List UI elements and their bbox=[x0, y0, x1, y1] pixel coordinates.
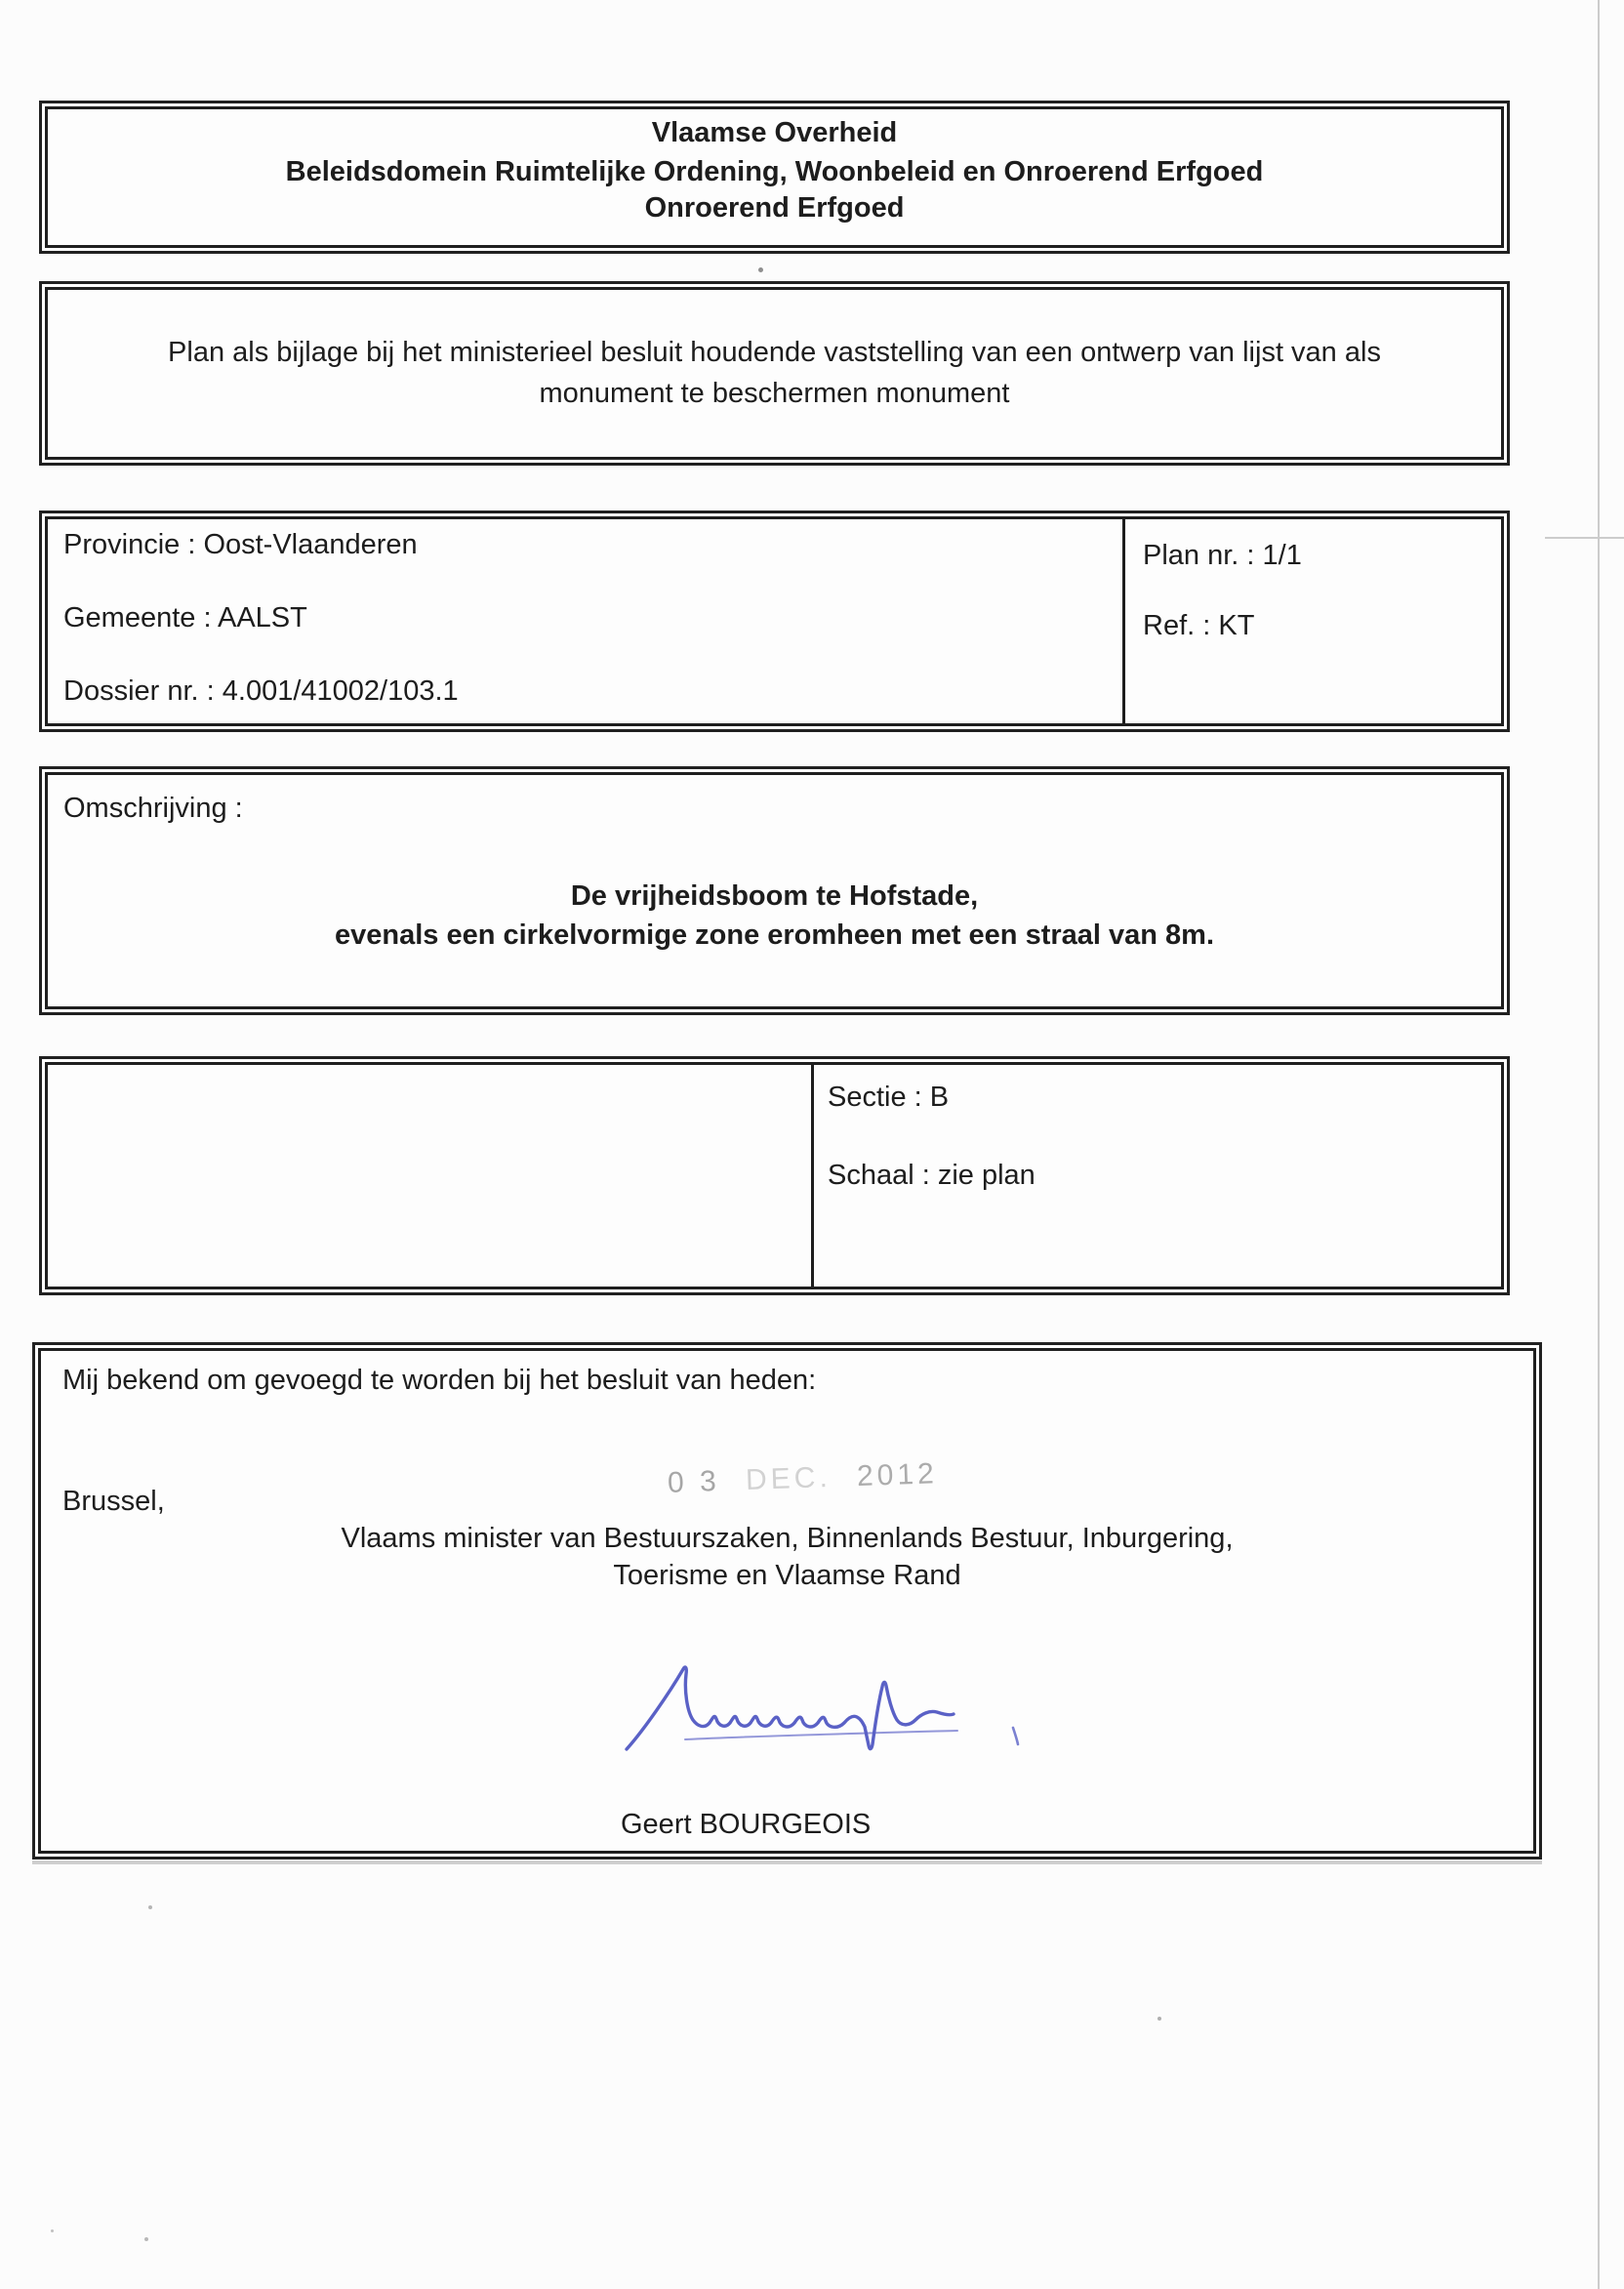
description-line-1: De vrijheidsboom te Hofstade, bbox=[570, 880, 979, 912]
place-label: Brussel, bbox=[62, 1486, 165, 1517]
scan-speck bbox=[144, 2237, 148, 2241]
signature-block-inner-frame bbox=[38, 1348, 1536, 1854]
cadastral-box bbox=[39, 1056, 1510, 1295]
letterhead-line-2: Beleidsdomein Ruimtelijke Ordening, Woonbeleid en Onroerend Erfgoed bbox=[285, 156, 1264, 187]
reference-field: Ref. : KT bbox=[1143, 610, 1255, 641]
plan-statement-inner-frame bbox=[45, 287, 1504, 460]
letterhead-box bbox=[39, 101, 1510, 254]
description-box bbox=[39, 766, 1510, 1015]
scan-speck bbox=[1157, 2017, 1161, 2021]
date-stamp bbox=[667, 1457, 938, 1500]
scan-speck bbox=[148, 1905, 152, 1909]
scale-field: Schaal : zie plan bbox=[828, 1160, 1035, 1191]
plan-statement-line-1: Plan als bijlage bij het ministerieel besluit houdende vaststelling van een ontwerp van lijst van als bbox=[168, 337, 1381, 368]
signature-ink bbox=[621, 1655, 1031, 1768]
cadastral-inner-frame bbox=[45, 1062, 1504, 1289]
date-stamp-day: 0 3 bbox=[667, 1464, 721, 1499]
scan-speck bbox=[758, 267, 763, 272]
dossier-info-box bbox=[39, 511, 1510, 732]
scan-artifact-dash bbox=[1545, 537, 1624, 539]
attachment-statement: Mij bekend om gevoegd te worden bij het besluit van heden: bbox=[62, 1365, 817, 1396]
municipality-field: Gemeente : AALST bbox=[63, 602, 307, 634]
date-stamp-year: 2012 bbox=[856, 1457, 939, 1493]
dossier-number-field: Dossier nr. : 4.001/41002/103.1 bbox=[63, 675, 459, 707]
plan-statement-box bbox=[39, 281, 1510, 466]
description-line-2: evenals een cirkelvormige zone eromheen met een straal van 8m. bbox=[334, 920, 1215, 951]
scan-shadow-line bbox=[32, 1860, 1542, 1864]
letterhead-line-3: Onroerend Erfgoed bbox=[644, 192, 905, 224]
signature-block-box bbox=[32, 1342, 1542, 1860]
description-label: Omschrijving : bbox=[63, 793, 243, 824]
plan-number-field: Plan nr. : 1/1 bbox=[1143, 540, 1302, 571]
signer-name: Geert BOURGEOIS bbox=[621, 1809, 872, 1840]
minister-title-line-2: Toerisme en Vlaamse Rand bbox=[613, 1560, 961, 1591]
date-stamp-month: DEC. bbox=[745, 1460, 832, 1497]
scan-edge-line bbox=[1598, 0, 1600, 2289]
letterhead-line-1: Vlaamse Overheid bbox=[651, 117, 898, 148]
minister-title-line-1: Vlaams minister van Bestuurszaken, Binnenlands Bestuur, Inburgering, bbox=[341, 1523, 1234, 1554]
province-field: Provincie : Oost-Vlaanderen bbox=[63, 529, 418, 560]
section-field: Sectie : B bbox=[828, 1082, 950, 1113]
scan-speck bbox=[51, 2229, 54, 2232]
cadastral-column-divider bbox=[811, 1065, 814, 1287]
plan-statement-line-2: monument te beschermen monument bbox=[539, 378, 1010, 409]
dossier-column-divider bbox=[1122, 519, 1125, 723]
